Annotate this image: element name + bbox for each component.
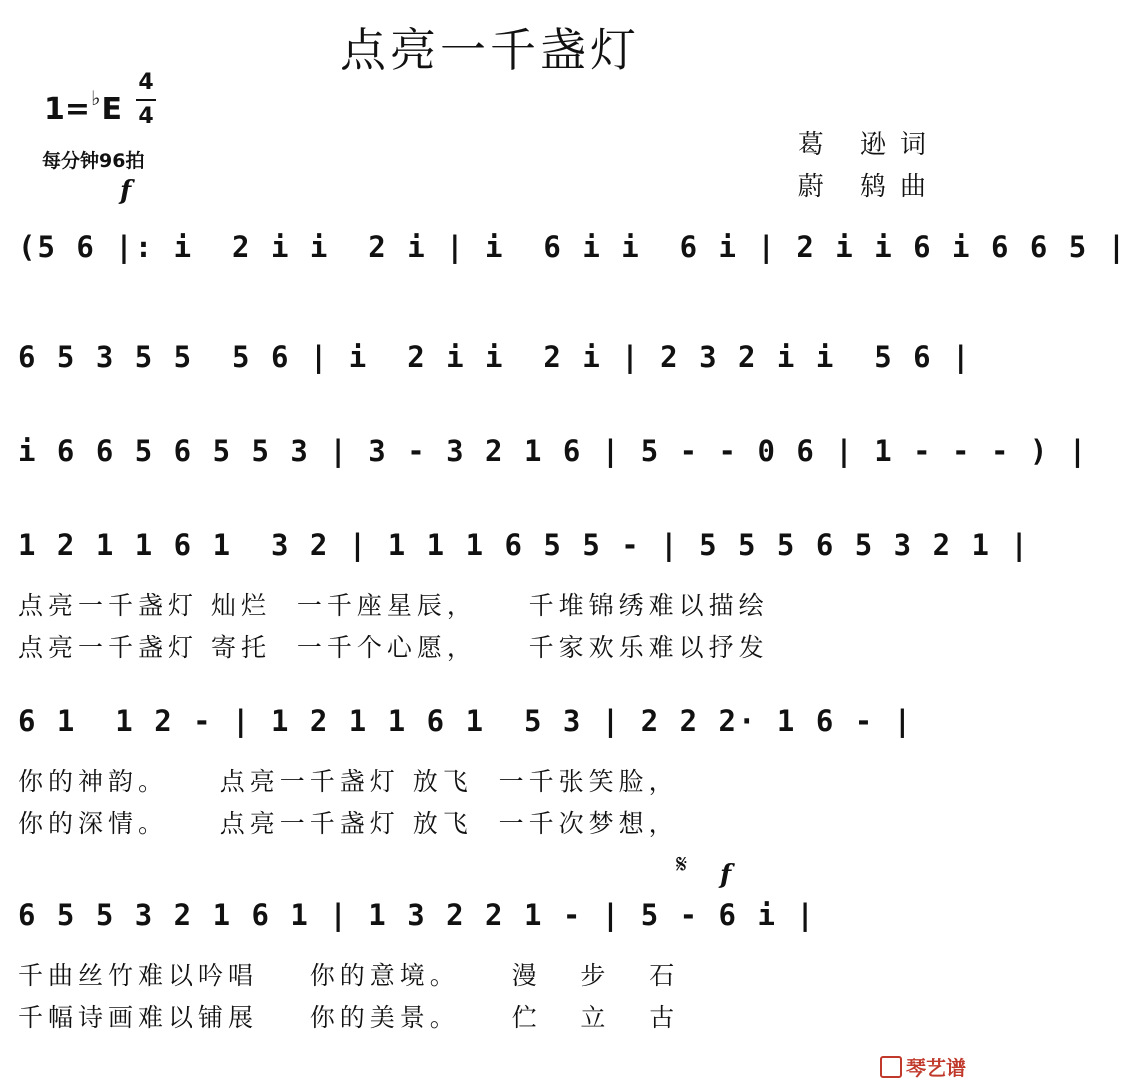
system-5-lyric-2: 你的深情。 点亮一千盏灯 放飞 一千次梦想， [18,809,679,838]
system-6-notes: 6 5 5 3 2 1 6 1 | 1 3 2 2 1 - | 5 - 6 i | [18,898,816,932]
lyricist-credit: 葛 逊词 [797,130,940,160]
system-2-notes: 6 5 3 5 5 5 6 | i 2 i i 2 i | 2 3 2 i i 5 6 | [18,340,972,374]
time-bottom: 4 [138,104,154,129]
system-5-notes: 6 1 1 2 - | 1 2 1 1 6 1 5 3 | 2 2 2· 1 6 - | [18,704,914,738]
system-6-lyric-2: 千幅诗画难以铺展 你的美景。 伫 立 古 [18,1003,680,1032]
logo-icon [880,1056,902,1078]
key-signature [44,86,122,127]
key-prefix: 1= [44,92,91,127]
system-1-notes: (5 6 |: i 2 i i 2 i | i 6 i i 6 i | 2 i i 6 i 6 6 5 | [18,230,1127,264]
time-divider [136,99,156,101]
system-3-notes: i 6 6 5 6 5 5 3 | 3 - 3 2 1 6 | 5 - - 0 6 | 1 - - - ) | [18,434,1089,468]
page-title: 点亮一千盏灯 [340,23,640,77]
time-top: 4 [138,70,154,95]
system-5-lyric-1: 你的神韵。 点亮一千盏灯 放飞 一千张笑脸， [18,767,679,796]
forte-mark-2: f [720,860,732,890]
system-4-lyric-2: 点亮一千盏灯 寄托 一千个心愿， 千家欢乐难以抒发 [18,633,769,662]
watermark-text: 琴艺谱 [906,1056,966,1080]
tempo-marking: 每分钟96拍 [42,150,145,172]
forte-mark: f [120,176,132,206]
composer-credit: 蔚 鸫曲 [797,172,940,202]
key-note: E [101,92,122,127]
watermark-logo [880,1052,966,1081]
time-signature [136,68,156,132]
system-4-lyric-1: 点亮一千盏灯 灿烂 一千座星辰， 千堆锦绣难以描绘 [18,591,769,620]
flat-sign: ♭ [91,86,101,110]
system-4-notes: 1 2 1 1 6 1 3 2 | 1 1 1 6 5 5 - | 5 5 5 6 5 3 2 1 | [18,528,1030,562]
segno-mark: 𝄋 [676,850,688,880]
system-6-lyric-1: 千曲丝竹难以吟唱 你的意境。 漫 步 石 [18,961,680,990]
